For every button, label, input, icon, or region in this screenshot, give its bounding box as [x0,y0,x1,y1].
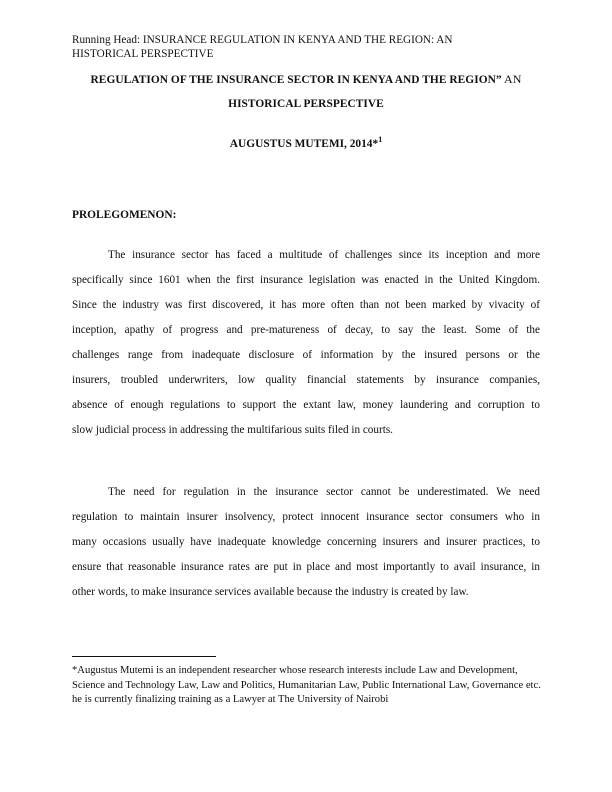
footnote: *Augustus Mutemi is an independent researcher whose research interests include Law and Development, Science and Technology Law, Law and Politics, Humanitarian Law, Public International Law, Governance etc. he is currently finalizing training as a Lawyer at The University of Nairobi [72,665,541,706]
title-line-1-plain: AN [501,72,522,86]
title-line-1-bold: REGULATION OF THE INSURANCE SECTOR IN KENYA AND THE REGION” [90,74,502,86]
footnote-marker: 1 [378,135,383,144]
paragraph-line: regulation to maintain insurer insolvency, protect innocent insurance sector consumers who in [72,511,540,523]
paragraph-line: slow judicial process in addressing the multifarious suits filed in courts. [72,424,393,436]
title-line-2: HISTORICAL PERSPECTIVE [228,98,384,110]
paragraph-line: challenges range from inadequate disclosure of information by the insured persons or the [72,349,540,361]
paragraph-line: inception, apathy of progress and pre-matureness of decay, to say the least. Some of the [72,324,540,336]
paragraph-line: The insurance sector has faced a multitude of challenges since its inception and more [108,249,540,261]
footnote-divider [72,656,216,657]
section-heading: PROLEGOMENON: [72,209,177,221]
paragraph-line: other words, to make insurance services available because the industry is created by law. [72,586,469,598]
paragraph-line: many occasions usually have inadequate knowledge concerning insurers and insurer practices, to [72,536,540,548]
title-line-1 [40,72,572,87]
paragraph-1 [72,247,540,447]
paragraph-line: ensure that reasonable insurance rates are put in place and most importantly to avail insurance, in [72,561,540,573]
paragraph-line: Since the industry was first discovered, it has more often than not been marked by vivacity of [72,299,540,311]
author-line [40,135,572,150]
paragraph-line: specifically since 1601 when the first insurance legislation was enacted in the United Kingdom. [72,274,540,286]
paragraph-line: absence of enough regulations to support the extant law, money laundering and corruption to [72,399,540,411]
author-name: AUGUSTUS MUTEMI, 2014* [229,138,379,150]
paragraph-line: The need for regulation in the insurance sector cannot be underestimated. We need [108,486,540,498]
running-head: Running Head: INSURANCE REGULATION IN KENYA AND THE REGION: AN HISTORICAL PERSPECTIVE [72,34,453,60]
paragraph-2 [72,484,540,609]
paragraph-line: insurers, troubled underwriters, low quality financial statements by insurance companies, [72,374,540,386]
